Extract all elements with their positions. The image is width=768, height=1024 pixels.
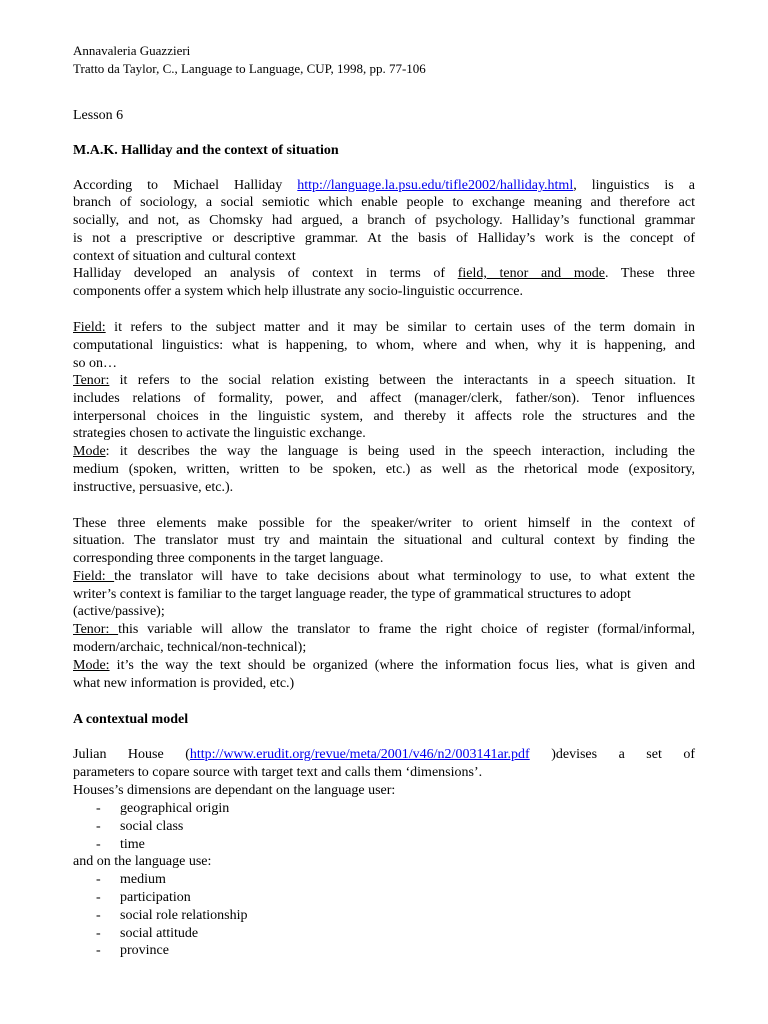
list-bullet: -	[96, 872, 101, 887]
list-item: participation	[120, 890, 191, 905]
paragraph-line: According to Michael Halliday http://language.la.psu.edu/tifle2002/halliday.html, linguistics is a	[73, 178, 695, 193]
use-dimensions-intro: and on the language use:	[73, 854, 212, 869]
paragraph-line: modern/archaic, technical/non-technical);	[73, 640, 307, 655]
paragraph-line: (active/passive);	[73, 604, 165, 619]
house-link[interactable]: http://www.erudit.org/revue/meta/2001/v46/n2/003141ar.pdf	[189, 747, 530, 762]
user-dimensions-intro: Houses’s dimensions are dependant on the language user:	[73, 783, 396, 798]
mode-definition: Mode: it describes the way the language is being used in the speech interaction, including the	[73, 444, 695, 459]
section-title-contextual-model: A contextual model	[73, 712, 189, 727]
paragraph-line: branch of sociology, a social semiotic which enable people to exchange meaning and therefore act	[73, 195, 695, 210]
list-item: province	[120, 943, 169, 958]
paragraph-line: includes relations of formality, power, and affect (manager/clerk, father/son). Tenor influences	[73, 391, 695, 406]
list-bullet: -	[96, 890, 101, 905]
translator-mode: Mode: it’s the way the text should be organized (where the information focus lies, what is given and	[73, 658, 695, 673]
lesson-label: Lesson 6	[73, 108, 124, 123]
list-item: social class	[120, 819, 184, 834]
list-item: social role relationship	[120, 908, 248, 923]
paragraph-line: components offer a system which help illustrate any socio-linguistic occurrence.	[73, 284, 523, 299]
list-bullet: -	[96, 801, 101, 816]
tenor-definition: Tenor: it refers to the social relation existing between the interactants in a speech situation. It	[73, 373, 695, 388]
list-bullet: -	[96, 908, 101, 923]
section-title-halliday: M.A.K. Halliday and the context of situation	[73, 143, 339, 158]
paragraph-line: is not a prescriptive or descriptive grammar. At the basis of Halliday’s work is the concept of	[73, 231, 695, 246]
list-item: social attitude	[120, 926, 199, 941]
list-bullet: -	[96, 837, 101, 852]
source-citation: Tratto da Taylor, C., Language to Language, CUP, 1998, pp. 77-106	[73, 61, 426, 76]
paragraph-line: writer’s context is familiar to the target language reader, the type of grammatical structures to adopt	[73, 587, 631, 602]
paragraph-line: computational linguistics: what is happening, to whom, where and when, why it is happening, and	[73, 338, 695, 353]
paragraph-line: parameters to copare source with target text and calls them ‘dimensions’.	[73, 765, 483, 780]
halliday-link[interactable]: http://language.la.psu.edu/tifle2002/halliday.html	[297, 178, 574, 193]
list-item: medium	[120, 872, 166, 887]
paragraph-line: Julian House (http://www.erudit.org/revue/meta/2001/v46/n2/003141ar.pdf )devises a set of	[73, 747, 695, 762]
list-bullet: -	[96, 943, 101, 958]
paragraph-line: interpersonal choices in the linguistic system, and thereby it affects role the structures and the	[73, 409, 695, 424]
paragraph-line: Halliday developed an analysis of context in terms of field, tenor and mode. These three	[73, 266, 695, 281]
paragraph-line: strategies chosen to activate the linguistic exchange.	[73, 426, 366, 441]
paragraph-line: corresponding three components in the target language.	[73, 551, 384, 566]
paragraph-line: what new information is provided, etc.)	[73, 676, 295, 691]
paragraph-line: medium (spoken, written, written to be spoken, etc.) as well as the rhetorical mode (expository,	[73, 462, 695, 477]
paragraph-line: socially, and not, as Chomsky had argued, a branch of psychology. Halliday’s functional grammar	[73, 213, 695, 228]
translator-field: Field: the translator will have to take decisions about what terminology to use, to what extent the	[73, 569, 695, 584]
paragraph-line: These three elements make possible for the speaker/writer to orient himself in the context of	[73, 516, 695, 531]
translator-tenor: Tenor: this variable will allow the translator to frame the right choice of register (formal/informal,	[73, 622, 695, 637]
paragraph-line: situation. The translator must try and maintain the situational and cultural context by finding the	[73, 533, 695, 548]
list-bullet: -	[96, 819, 101, 834]
list-item: geographical origin	[120, 801, 230, 816]
author-line: Annavaleria Guazzieri	[73, 43, 191, 58]
paragraph-line: instructive, persuasive, etc.).	[73, 480, 234, 495]
paragraph-line: context of situation and cultural context	[73, 249, 296, 264]
paragraph-line: so on…	[73, 356, 117, 371]
list-item: time	[120, 837, 145, 852]
field-definition: Field: it refers to the subject matter and it may be similar to certain uses of the term domain in	[73, 320, 695, 335]
list-bullet: -	[96, 926, 101, 941]
